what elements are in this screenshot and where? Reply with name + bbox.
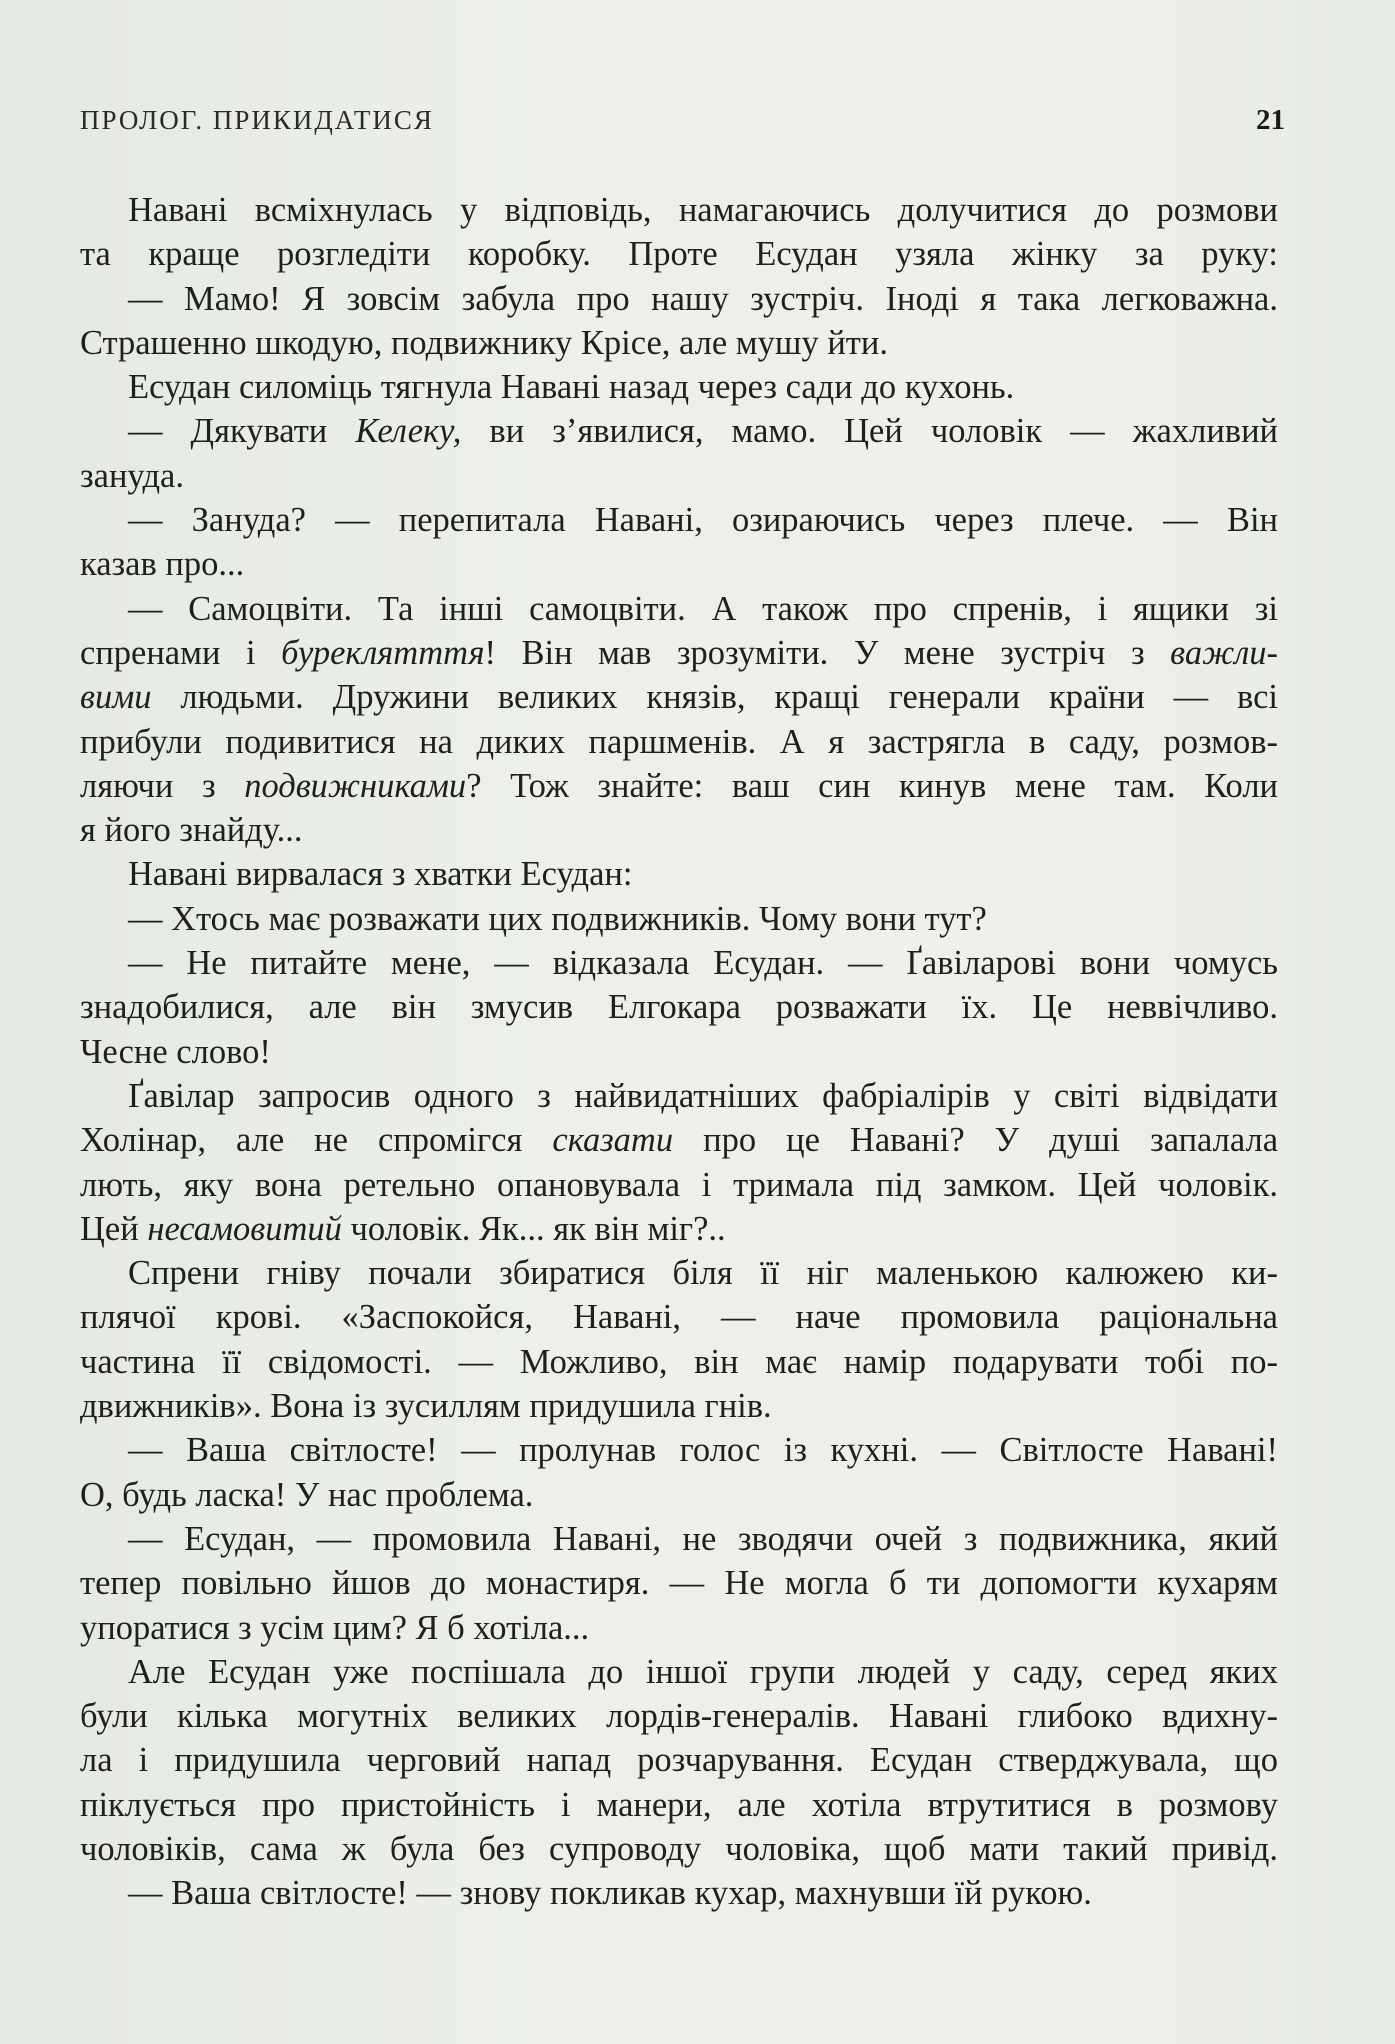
text-line [80,1118,1278,1162]
text-line [80,1783,1278,1827]
running-head [80,104,1285,137]
text-line [80,941,1278,985]
italic-text: важли- [1170,633,1278,672]
text-run: плячої крові. «Заспокойся, Навані, — наче промовила раціональна [80,1298,1278,1337]
text-run: упоратися з усім цим? Я б хотіла... [80,1608,590,1647]
text-run: Спрени гніву почали збиратися біля її ніг маленькою калюжею ки- [128,1254,1278,1293]
text-line [80,1074,1278,1118]
body-text [80,188,1278,1916]
text-run: — Ваша світлосте! — пролунав голос із кухні. — Світлосте Навані! [128,1431,1278,1470]
text-line [80,409,1278,453]
text-run: знадобилися, але він змусив Елгокара розважати їх. Це неввічливо. [80,988,1278,1027]
text-run: О, будь ласка! У нас проблема. [80,1475,534,1514]
text-run: Есудан силоміць тягнула Навані назад через сади до кухонь. [128,368,1015,407]
text-run: Але Есудан уже поспішала до іншої групи людей у саду, серед яких [128,1652,1278,1691]
text-run: людьми. Дружини великих князів, кращі генерали країни — всі [151,678,1278,717]
page-number: 21 [1256,104,1285,136]
text-run: Навані всміхнулась у відповідь, намагаючись долучитися до розмови [128,191,1278,229]
text-line [80,454,1278,498]
text-line [80,675,1278,719]
text-run: прибули подивитися на диких паршменів. А я застрягла в саду, розмов- [80,722,1278,761]
text-run: Навані вирвалася з хватки Есудан: [128,855,633,894]
italic-text: несамовитий [147,1209,342,1248]
text-line [80,720,1278,764]
text-run: піклується про пристойність і манери, але хотіла втрутитися в розмову [80,1785,1278,1824]
text-run: Ґавілар запросив одного з найвидатніших фабріалірів у світі відвідати [128,1076,1278,1115]
text-run: про це Навані? У душі запалала [673,1121,1279,1160]
text-line [80,897,1278,941]
text-line [80,1207,1278,1251]
text-line [80,1606,1278,1650]
text-line [80,631,1278,675]
text-line [80,1340,1278,1384]
text-line [80,1295,1278,1339]
text-line [80,1871,1278,1915]
text-line [80,1030,1278,1074]
text-run: — Самоцвіти. Та інші самоцвіти. А також про спренів, і ящики зі [128,589,1278,628]
text-run: я його знайду... [80,811,303,850]
text-run: — Мамо! Я зовсім забула про нашу зустріч. Іноді я така легковажна. [128,279,1278,318]
text-line [80,498,1278,542]
text-line [80,1827,1278,1871]
italic-text: Келеку, [355,412,462,451]
text-run: ла і придушила черговий напад розчарування. Есудан стверджувала, що [80,1741,1278,1780]
italic-text: подвижниками [244,766,467,805]
text-run: чоловіків, сама ж була без супроводу чоловіка, щоб мати такий привід. [80,1829,1278,1868]
text-run: казав про... [80,545,245,584]
text-line [80,277,1278,321]
text-line [80,1517,1278,1561]
text-run: Чесне слово! [80,1032,271,1071]
text-run: Цей [80,1209,148,1248]
text-run: Страшенно шкодую, подвижнику Крісе, але мушу йти. [80,323,888,362]
italic-text: вими [80,678,152,717]
text-line [80,1251,1278,1295]
text-run: — Хтось має розважати цих подвижників. Чому вони тут? [128,899,987,938]
text-line [80,587,1278,631]
text-run: чоловік. Як... як він міг?.. [341,1209,726,1248]
text-run: лють, яку вона ретельно опановувала і тримала під замком. Цей чоловік. [80,1165,1278,1204]
text-run: були кілька могутніх великих лордів-генералів. Навані глибоко вдихну- [80,1697,1278,1736]
text-run: движників». Вона із зусиллям придушила гнів. [80,1387,772,1426]
text-line [80,1473,1278,1517]
text-line [80,232,1278,276]
italic-text: сказати [552,1121,674,1160]
text-line [80,365,1278,409]
text-line [80,1163,1278,1207]
text-line [80,1428,1278,1472]
text-line [80,1561,1278,1605]
text-run: — Не питайте мене, — відказала Есудан. — Ґавіларові вони чомусь [128,944,1278,983]
text-run: — Зануда? — перепитала Навані, озираючись через плече. — Він [128,501,1278,540]
running-title: ПРОЛОГ. ПРИКИДАТИСЯ [80,105,434,135]
text-line [80,852,1278,896]
text-line [80,808,1278,852]
text-line [80,1694,1278,1738]
text-line [80,1650,1278,1694]
text-line [80,321,1278,365]
text-run: — Есудан, — промовила Навані, не зводячи очей з подвижника, який [128,1519,1278,1558]
text-run: ! Він мав зрозуміти. У мене зустріч з [484,633,1171,672]
text-run: та краще розгледіти коробку. Проте Есудан узяла жінку за руку: [80,235,1278,274]
text-run: Холінар, але не спромігся [80,1121,553,1160]
text-run: спренами і [80,633,282,672]
text-run: ляючи з [80,766,245,805]
text-run: ви з’явилися, мамо. Цей чоловік — жахливий [461,412,1278,451]
text-line [80,985,1278,1029]
text-run: — Дякувати [128,412,356,451]
text-line [80,764,1278,808]
text-run: тепер повільно йшов до монастиря. — Не могла б ти допомогти кухарям [80,1564,1278,1603]
text-run: ? Тож знайте: ваш син кинув мене там. Коли [466,766,1278,805]
text-run: зануда. [80,456,184,495]
text-run: — Ваша світлосте! — знову покликав кухар, махнувши їй рукою. [128,1874,1092,1913]
text-line [80,542,1278,586]
italic-text: буреклятття [281,633,485,672]
text-run: частина її свідомості. — Можливо, він має намір подарувати тобі по- [80,1342,1278,1381]
text-line [80,1384,1278,1428]
text-line [80,188,1278,232]
text-line [80,1738,1278,1782]
